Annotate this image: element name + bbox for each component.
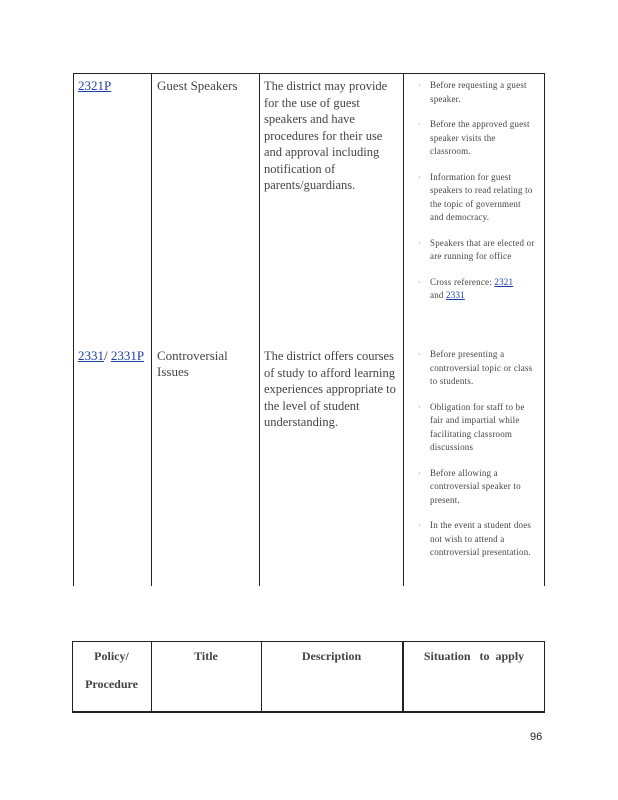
bullet-icon: ·	[418, 468, 421, 478]
column-divider-2	[259, 73, 260, 586]
bullet-icon: ·	[418, 120, 421, 129]
header-procedure: Procedure	[85, 677, 138, 691]
title-cell-row-1: Guest Speakers	[157, 78, 238, 93]
header-title: Title	[194, 649, 218, 663]
header-top-border	[72, 641, 545, 642]
policy-link-2321P[interactable]: 2321P	[78, 78, 112, 93]
bullet-icon: ·	[418, 402, 421, 412]
situation-item: · Information for guest speakers to read relating to the topic of government and democracy.	[418, 171, 533, 222]
header-situation: Situation to apply	[423, 649, 525, 663]
table-left-border	[73, 73, 74, 586]
policy-link-2331P[interactable]: 2331P	[110, 348, 145, 363]
situation-item: · In the event a student does not wish to attend a controversial presentation.	[418, 520, 532, 557]
situation-cell-row-2	[418, 348, 536, 560]
situation-item: · Before the approved guest speaker visits the classroom.	[418, 119, 530, 156]
situation-cell-row-1	[418, 79, 536, 303]
cross-ref-link-2321[interactable]: 2321	[494, 276, 514, 287]
situation-item: · Obligation for staff to be fair and impartial while facilitating classroom discussions	[418, 401, 525, 452]
description-cell-row-2: The district offers courses of study to afford learning experiences appropriate to the level of student understanding.	[264, 349, 396, 429]
column-divider-3	[403, 73, 404, 586]
header-bottom-border	[72, 711, 545, 713]
bullet-icon: ·	[418, 521, 421, 530]
situation-item: · Before presenting a controversial topic or class to students.	[418, 349, 533, 386]
situation-item: · Before requesting a guest speaker.	[418, 80, 527, 104]
description-cell-row-1: The district may provide for the use of guest speakers and have procedures for their use and approval including notification of parents/guardians.	[264, 79, 388, 192]
page-number: 96	[530, 731, 543, 743]
bullet-icon: ·	[418, 81, 421, 90]
header-right-border	[544, 641, 545, 713]
title-cell-row-2: Controversial Issues	[157, 348, 228, 379]
bullet-icon: ·	[418, 277, 421, 287]
header-description: Description	[301, 649, 362, 663]
cross-ref-link-2331[interactable]: 2331	[446, 290, 465, 300]
situation-item: · Speakers that are elected or are running for office	[418, 237, 535, 261]
bullet-icon: ·	[418, 172, 421, 182]
policy-link-2331[interactable]: 2331	[78, 348, 104, 363]
table-top-border	[73, 73, 545, 74]
column-divider-1	[151, 73, 152, 586]
policy-cell-row-1	[78, 78, 111, 94]
policy-cell-row-2: 2331/ 2331P	[78, 348, 145, 363]
situation-item: · Before allowing a controversial speaker to present.	[418, 467, 521, 505]
header-policy: Policy/	[94, 649, 129, 663]
table-right-border	[544, 73, 545, 586]
cross-reference-item: · Cross reference: 2321 and 2331	[418, 276, 514, 300]
bullet-icon: ·	[418, 350, 421, 359]
bullet-icon: ·	[418, 238, 421, 248]
